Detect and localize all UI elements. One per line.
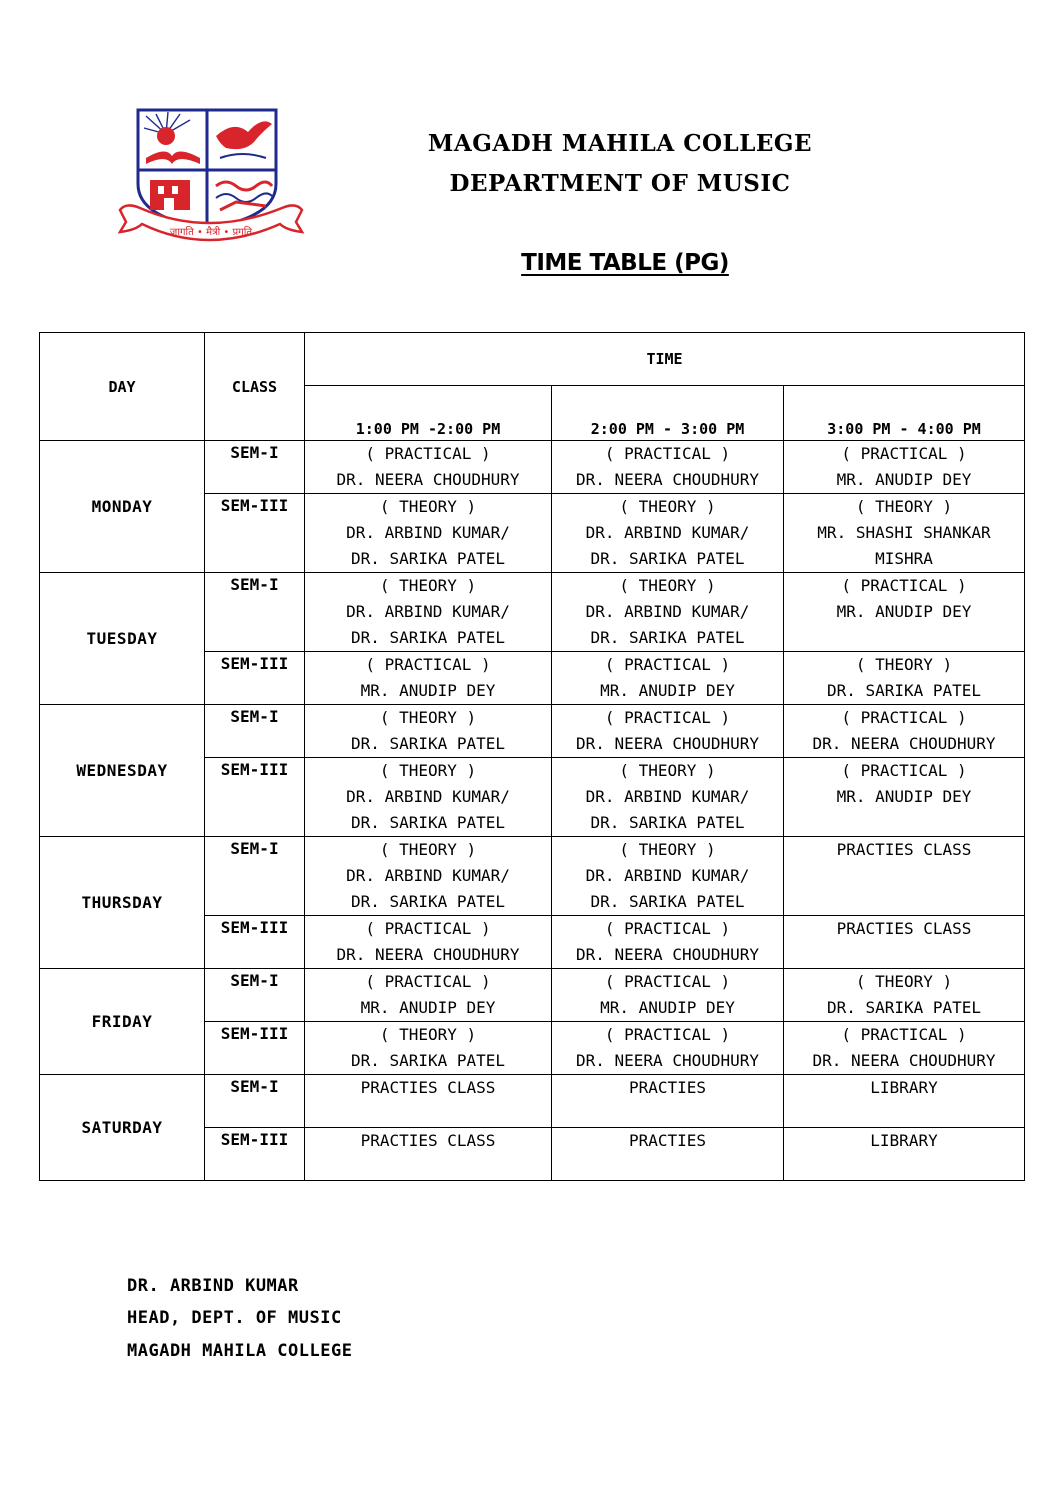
slot-cell [784, 573, 1025, 652]
department-name: DEPARTMENT OF MUSIC [449, 170, 791, 197]
slot-line [784, 810, 1024, 836]
slot-line: MR. ANUDIP DEY [360, 998, 496, 1017]
slot-cell [305, 494, 552, 573]
class-cell: SEM-III [205, 652, 305, 705]
table-row [40, 573, 1025, 652]
slot-line: ( PRACTICAL ) [365, 919, 491, 938]
slot-cell [305, 916, 552, 969]
day-cell: TUESDAY [40, 573, 205, 705]
header-day: DAY [40, 333, 205, 441]
slot-line: DR. ARBIND KUMAR/ [346, 787, 510, 806]
slot-line: DR. ARBIND KUMAR/ [585, 523, 750, 542]
slot-line: DR. SARIKA PATEL [590, 549, 745, 568]
slot-cell [784, 441, 1025, 494]
slot-cell [784, 1022, 1025, 1075]
slot-line: DR. SARIKA PATEL [826, 998, 982, 1017]
college-name: MAGADH MAHILA COLLEGE [427, 130, 813, 157]
slot-cell [784, 1128, 1025, 1181]
class-cell: SEM-III [205, 1022, 305, 1075]
slot-line: DR. SARIKA PATEL [350, 734, 506, 753]
slot-cell [784, 969, 1025, 1022]
slot-line: DR. NEERA CHOUDHURY [575, 734, 760, 753]
slot-line [784, 1154, 1024, 1180]
slot-line: DR. SARIKA PATEL [350, 628, 506, 647]
slot-cell [552, 916, 784, 969]
slot-line: ( THEORY ) [855, 655, 953, 674]
table-row [40, 837, 1025, 916]
slot-cell [305, 652, 552, 705]
slot-line: MR. ANUDIP DEY [600, 681, 735, 700]
header-time: TIME [305, 333, 1025, 386]
slot-line: DR. SARIKA PATEL [350, 892, 506, 911]
class-cell: SEM-III [205, 916, 305, 969]
slot-line: ( THEORY ) [379, 1025, 477, 1044]
timetable-header [40, 333, 1025, 441]
slot-line: ( PRACTICAL ) [604, 708, 731, 727]
class-cell: SEM-I [205, 705, 305, 758]
slot-line: DR. NEERA CHOUDHURY [575, 1051, 760, 1070]
slot-cell [784, 758, 1025, 837]
slot-cell [305, 1075, 552, 1128]
class-cell: SEM-III [205, 494, 305, 573]
class-cell: SEM-I [205, 573, 305, 652]
slot-line: ( THEORY ) [379, 761, 477, 780]
slot-line: ( PRACTICAL ) [841, 444, 967, 463]
timetable-body [40, 441, 1025, 1181]
day-cell: MONDAY [40, 441, 205, 573]
slot-line: MISHRA [875, 549, 933, 568]
class-cell: SEM-I [205, 969, 305, 1022]
slot-line [784, 942, 1024, 968]
slot-line: DR. ARBIND KUMAR/ [585, 866, 750, 885]
slot-cell [305, 758, 552, 837]
slot-cell [784, 916, 1025, 969]
slot-line: ( PRACTICAL ) [365, 655, 491, 674]
slot-line: DR. SARIKA PATEL [590, 892, 745, 911]
slot-line: DR. SARIKA PATEL [590, 813, 745, 832]
slot-line [305, 1154, 551, 1180]
timetable-title: TIME TABLE (PG) [521, 250, 729, 276]
slot-cell [552, 969, 784, 1022]
slot-cell [305, 705, 552, 758]
slot-line: DR. NEERA CHOUDHURY [336, 470, 520, 489]
slot-line: ( THEORY ) [619, 761, 716, 780]
slot-line: PRACTIES CLASS [836, 840, 972, 859]
slot-line: DR. SARIKA PATEL [350, 1051, 506, 1070]
slot-line: DR. ARBIND KUMAR/ [346, 866, 510, 885]
slot-cell [552, 758, 784, 837]
slot-line [305, 1101, 551, 1127]
day-cell: FRIDAY [40, 969, 205, 1075]
slot-cell [552, 494, 784, 573]
slot-cell [784, 837, 1025, 916]
slot-line: MR. SHASHI SHANKAR [817, 523, 991, 542]
slot-line: ( THEORY ) [855, 497, 953, 516]
slot-cell [552, 652, 784, 705]
slot-line: DR. ARBIND KUMAR/ [346, 523, 510, 542]
slot-line: DR. SARIKA PATEL [350, 813, 506, 832]
slot-line: MR. ANUDIP DEY [360, 681, 496, 700]
slot-line: ( THEORY ) [379, 708, 477, 727]
slot-cell [305, 1128, 552, 1181]
slot-line: ( THEORY ) [619, 576, 716, 595]
slot-cell [784, 652, 1025, 705]
slot-line: DR. NEERA CHOUDHURY [575, 470, 760, 489]
slot-line [552, 1154, 783, 1180]
class-cell: SEM-III [205, 1128, 305, 1181]
signatory-institution: MAGADH MAHILA COLLEGE [127, 1341, 353, 1361]
slot-cell [552, 837, 784, 916]
header-slot-3: 3:00 PM - 4:00 PM [784, 386, 1025, 441]
slot-line: ( PRACTICAL ) [365, 444, 491, 463]
header-slot-2: 2:00 PM - 3:00 PM [552, 386, 784, 441]
day-cell: SATURDAY [40, 1075, 205, 1181]
slot-line: ( PRACTICAL ) [841, 761, 967, 780]
slot-line: LIBRARY [870, 1131, 938, 1150]
slot-line: ( PRACTICAL ) [841, 708, 967, 727]
slot-cell [552, 1022, 784, 1075]
slot-cell [552, 1128, 784, 1181]
slot-line: ( THEORY ) [619, 497, 716, 516]
slot-line: DR. NEERA CHOUDHURY [336, 945, 520, 964]
slot-line: PRACTIES CLASS [360, 1078, 496, 1097]
day-cell: THURSDAY [40, 837, 205, 969]
class-cell: SEM-I [205, 837, 305, 916]
slot-line: MR. ANUDIP DEY [836, 787, 972, 806]
slot-line: ( THEORY ) [379, 576, 477, 595]
slot-line: PRACTIES CLASS [836, 919, 972, 938]
slot-line: ( PRACTICAL ) [841, 576, 967, 595]
slot-line [784, 1101, 1024, 1127]
slot-line: DR. SARIKA PATEL [350, 549, 506, 568]
signatory-name: DR. ARBIND KUMAR [127, 1276, 299, 1296]
slot-line: DR. NEERA CHOUDHURY [575, 945, 760, 964]
slot-line: DR. NEERA CHOUDHURY [812, 1051, 996, 1070]
slot-line: DR. NEERA CHOUDHURY [812, 734, 996, 753]
slot-line: DR. ARBIND KUMAR/ [585, 602, 750, 621]
day-cell: WEDNESDAY [40, 705, 205, 837]
slot-line: ( PRACTICAL ) [604, 444, 731, 463]
slot-cell [784, 705, 1025, 758]
slot-line [784, 889, 1024, 915]
slot-line: PRACTIES CLASS [360, 1131, 496, 1150]
college-logo [116, 106, 306, 258]
slot-line: MR. ANUDIP DEY [836, 470, 972, 489]
slot-cell [552, 441, 784, 494]
timetable [39, 332, 1025, 1181]
slot-line: ( PRACTICAL ) [365, 972, 491, 991]
class-cell: SEM-I [205, 441, 305, 494]
slot-line: ( PRACTICAL ) [604, 919, 731, 938]
slot-line: ( PRACTICAL ) [604, 1025, 731, 1044]
logo-motto: जागति • मैत्री • प्रगति [169, 227, 253, 238]
slot-line: ( PRACTICAL ) [604, 972, 731, 991]
header-slot-1: 1:00 PM -2:00 PM [305, 386, 552, 441]
class-cell: SEM-III [205, 758, 305, 837]
slot-line: ( THEORY ) [379, 497, 477, 516]
table-row [40, 441, 1025, 494]
slot-line: MR. ANUDIP DEY [600, 998, 735, 1017]
slot-line: PRACTIES [628, 1078, 707, 1097]
slot-line: ( PRACTICAL ) [604, 655, 731, 674]
table-row [40, 1075, 1025, 1128]
slot-cell [784, 1075, 1025, 1128]
slot-line [784, 863, 1024, 889]
slot-cell [305, 573, 552, 652]
class-cell: SEM-I [205, 1075, 305, 1128]
slot-cell [552, 705, 784, 758]
slot-line [784, 625, 1024, 651]
slot-cell [305, 441, 552, 494]
table-row [40, 705, 1025, 758]
slot-line: ( PRACTICAL ) [841, 1025, 967, 1044]
slot-line: ( THEORY ) [379, 840, 477, 859]
header-class: CLASS [205, 333, 305, 441]
slot-cell [552, 1075, 784, 1128]
slot-line: ( THEORY ) [619, 840, 716, 859]
slot-cell [552, 573, 784, 652]
slot-line: DR. ARBIND KUMAR/ [585, 787, 750, 806]
table-row [40, 969, 1025, 1022]
slot-cell [305, 837, 552, 916]
slot-line: MR. ANUDIP DEY [836, 602, 972, 621]
slot-line: PRACTIES [628, 1131, 707, 1150]
slot-line: DR. SARIKA PATEL [590, 628, 745, 647]
slot-cell [784, 494, 1025, 573]
slot-line: DR. SARIKA PATEL [826, 681, 982, 700]
signatory-designation: HEAD, DEPT. OF MUSIC [127, 1308, 342, 1328]
slot-cell [305, 1022, 552, 1075]
slot-line: DR. ARBIND KUMAR/ [346, 602, 510, 621]
slot-line: LIBRARY [870, 1078, 938, 1097]
slot-cell [305, 969, 552, 1022]
slot-line [552, 1101, 783, 1127]
slot-line: ( THEORY ) [855, 972, 953, 991]
